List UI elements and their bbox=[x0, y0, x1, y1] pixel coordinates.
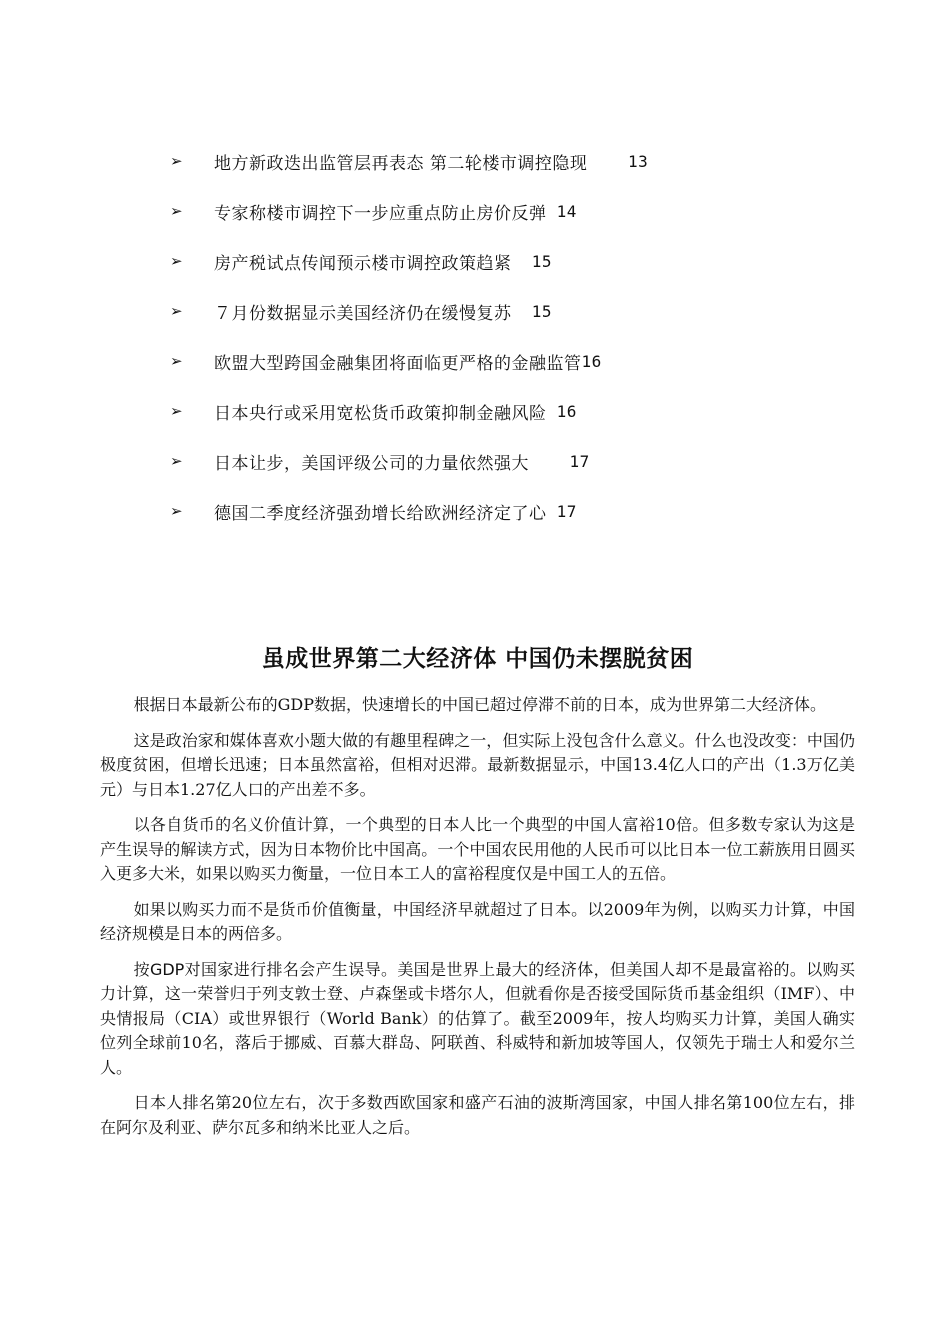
arrow-bullet-icon: ➢ bbox=[170, 252, 184, 270]
article-paragraph: 根据日本最新公布的GDP数据，快速增长的中国已超过停滞不前的日本，成为世界第二大经济体。 bbox=[133, 695, 826, 714]
arrow-bullet-icon: ➢ bbox=[170, 402, 184, 420]
toc-entry[interactable] bbox=[170, 186, 810, 236]
toc-entry-title: 德国二季度经济强劲增长给欧洲经济定了心 bbox=[214, 503, 547, 524]
paragraph-text: 这是政治家和媒体喜欢小题大做的有趣里程碑之一，但实际上没包含什么意义。什么也没改变： bbox=[133, 730, 807, 750]
arrow-bullet-icon: ➢ bbox=[170, 452, 184, 470]
toc-entry[interactable] bbox=[170, 336, 810, 386]
arrow-bullet-icon: ➢ bbox=[170, 152, 184, 170]
toc-entry-title: 房产税试点传闻预示楼市调控政策趋紧 bbox=[214, 253, 512, 274]
article-paragraph bbox=[100, 958, 855, 1081]
toc-entry[interactable] bbox=[170, 236, 810, 286]
toc-entry[interactable] bbox=[170, 286, 810, 336]
article-paragraph bbox=[100, 729, 855, 803]
article-paragraph: 以各自货币的名义价值计算，一个典型的日本人比一个典型的中国人富裕10倍。但多数专家认为这是产生误导的解读方式，因为日本物价比中国高。一个中国农民用他的人民币可以比日本一位工薪族用日圆买入更多大米，如果以购买力衡量，一位日本工人的富裕程度仅是中国工人的五倍。 bbox=[100, 815, 855, 883]
toc-entry-page: 17 bbox=[529, 451, 590, 471]
toc-entry-title: ７月份数据显示美国经济仍在缓慢复苏 bbox=[214, 303, 512, 324]
article-paragraph: 日本人排名第20位左右，次于多数西欧国家和盛产石油的波斯湾国家，中国人排名第100位左右，排在阿尔及利亚、萨尔瓦多和纳米比亚人之后。 bbox=[100, 1093, 855, 1137]
toc-entry-title: 日本让步，美国评级公司的力量依然强大 bbox=[214, 453, 529, 474]
table-of-contents bbox=[170, 136, 810, 536]
emphasized-text: 按GDP对国家进行排名会产生误导。 bbox=[133, 959, 398, 979]
toc-entry[interactable] bbox=[170, 486, 810, 536]
toc-entry-title: 地方新政迭出监管层再表态 第二轮楼市调控隐现 bbox=[214, 153, 588, 174]
toc-entry-page: 16 bbox=[581, 351, 602, 371]
toc-entry-page: 16 bbox=[546, 401, 577, 421]
arrow-bullet-icon: ➢ bbox=[170, 302, 184, 320]
toc-entry[interactable] bbox=[170, 386, 810, 436]
toc-entry-title: 专家称楼市调控下一步应重点防止房价反弹 bbox=[214, 203, 547, 224]
toc-entry-page: 15 bbox=[511, 251, 553, 271]
toc-entry-page: 15 bbox=[511, 301, 553, 321]
arrow-bullet-icon: ➢ bbox=[170, 502, 184, 520]
toc-entry[interactable] bbox=[170, 136, 810, 186]
arrow-bullet-icon: ➢ bbox=[170, 202, 184, 220]
toc-entry-title: 欧盟大型跨国金融集团将面临更严格的金融监管 bbox=[214, 353, 582, 374]
toc-entry-page: 17 bbox=[546, 501, 577, 521]
toc-entry-page: 14 bbox=[546, 201, 577, 221]
toc-entry-title: 日本央行或采用宽松货币政策抑制金融风险 bbox=[214, 403, 547, 424]
article bbox=[100, 640, 855, 1151]
emphasized-text: 中国仍极度贫困，但增长迅速；日本虽然富裕，但相对迟滞。 bbox=[100, 730, 855, 774]
arrow-bullet-icon: ➢ bbox=[170, 352, 184, 370]
paragraph-text: 最新数据显示，中国13.4亿人口的产出（1.3万亿美元）与日本1.27亿人口的产出差不多。 bbox=[100, 755, 855, 799]
paragraph-text: 美国是世界上最大的经济体，但美国人却不是最富裕的。以购买力计算，这一荣誉归于列支敦士登、卢森堡或卡塔尔人，但就看你是否接受国际货币基金组织（IMF）、中央情报局（CIA）或世界银行（World Bank）的估算了。截至2009年，按人均购买力计算，美国人确实位列全球前10名，落后于挪威、百慕大群岛、阿联酋、科威特和新加坡等国人，仅领先于瑞士人和爱尔兰人。 bbox=[100, 959, 855, 1077]
toc-entry-page: 13 bbox=[587, 151, 649, 171]
toc-entry[interactable] bbox=[170, 436, 810, 486]
article-paragraph: 如果以购买力而不是货币价值衡量，中国经济早就超过了日本。以2009年为例，以购买力计算，中国经济规模是日本的两倍多。 bbox=[100, 899, 855, 943]
article-title: 虽成世界第二大经济体 中国仍未摆脱贫困 bbox=[261, 646, 694, 672]
